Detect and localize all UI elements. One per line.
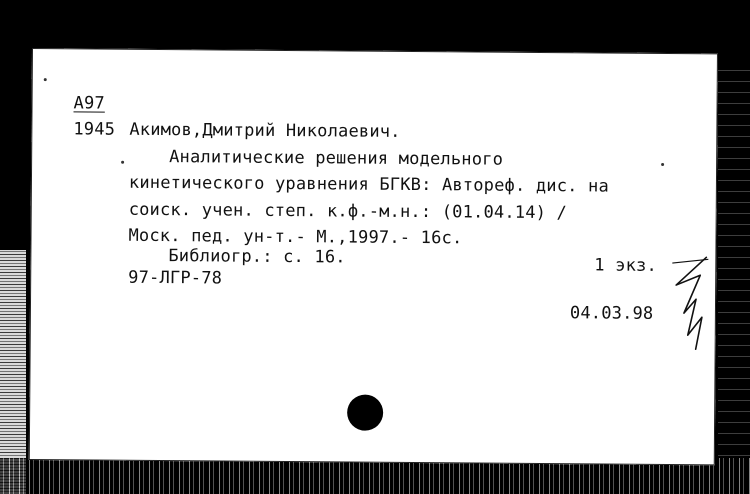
scan-speck — [44, 78, 47, 81]
scan-speck — [121, 161, 124, 164]
title-line-2: кинетического уравнения БГКВ: Автореф. дис. на — [128, 172, 610, 197]
scan-speck — [661, 163, 664, 166]
bibliography-note: Библиогр.: с. 16. — [168, 246, 346, 268]
call-number: А97 — [73, 93, 105, 114]
date-stamp: 04.03.98 — [569, 303, 654, 324]
title-line-4: Моск. пед. ун-т.- М.,1997.- 16с. — [128, 225, 463, 249]
author-name: Акимов,Дмитрий Николаевич. — [129, 119, 401, 142]
catalog-card — [29, 48, 718, 465]
title-line-1: Аналитические решения модельного — [169, 147, 504, 170]
registration-code: 97-ЛГР-78 — [128, 267, 223, 289]
copies-count: 1 экз. — [594, 255, 657, 276]
handwritten-signature — [666, 255, 713, 351]
year-code: 1945 — [73, 119, 116, 140]
punch-hole — [347, 394, 383, 430]
title-line-3: соиск. учен. степ. к.ф.-м.н.: (01.04.14) / — [128, 199, 568, 224]
scan-edge-right — [718, 60, 750, 460]
